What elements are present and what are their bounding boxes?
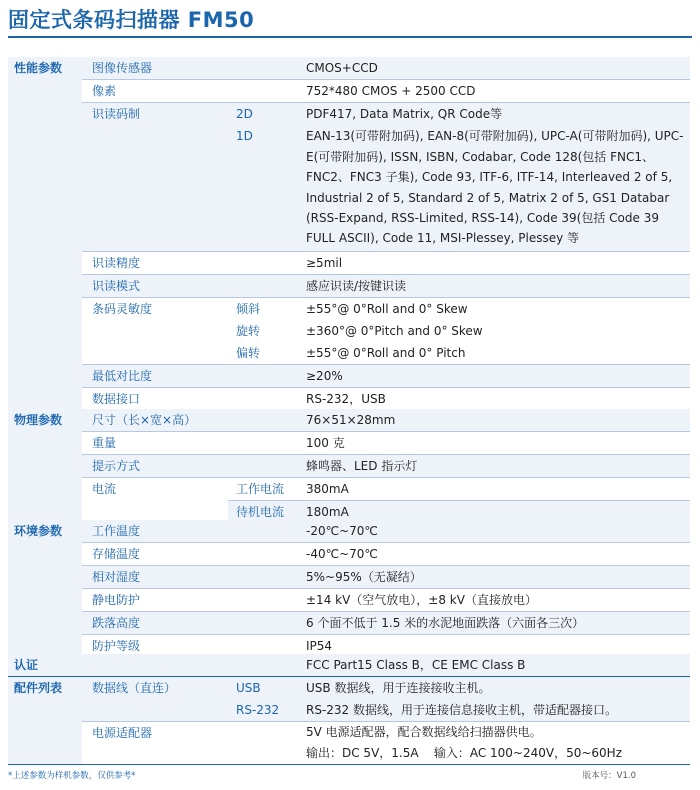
row-value: 76×51×28mm: [302, 409, 690, 432]
row-label: 提示方式: [82, 455, 228, 478]
row-sub: [228, 365, 302, 388]
table-row: [8, 677, 690, 699]
row-label: 条码灵敏度: [82, 297, 228, 364]
row-value: 6 个面不低于 1.5 米的水泥地面跌落（六面各三次）: [302, 612, 690, 635]
row-sub: [228, 520, 302, 543]
spec-table-certification: [8, 654, 690, 677]
row-sub: [228, 455, 302, 478]
section-performance: 性能参数: [8, 57, 82, 411]
row-value: 752*480 CMOS + 2500 CCD: [302, 80, 690, 103]
row-value: 380mA: [302, 478, 690, 501]
row-value: EAN-13(可带附加码), EAN-8(可带附加码), UPC-A(可带附加码), UPC-E(可带附加码), ISSN, ISBN, Codabar, Code 128(包括 FNC1、FNC2、FNC3 子集), Code 93, ITF-6, ITF-14, Interleaved 2 of 5, Industrial 2 of 5, Standard 2 of 5, Matrix 2 of 5, GS1 Databar (RSS-Expand, RSS-Limited, RSS-14), Code 39(包括 Code 39 FULL ASCII), Code 11, MSI-Plessey, Plessey 等: [302, 125, 690, 251]
row-sub: 2D: [228, 103, 302, 126]
row-sub: 1D: [228, 125, 302, 251]
row-value: 180mA: [302, 501, 690, 524]
row-sub: [228, 589, 302, 612]
row-label: 跌落高度: [82, 612, 228, 635]
row-value: [302, 722, 690, 765]
row-label: 防护等级: [82, 635, 228, 658]
row-value: ±55°@ 0°Roll and 0° Pitch: [306, 346, 466, 361]
table-row: [8, 722, 690, 765]
version-label: 版本号：V1.0: [582, 771, 636, 781]
row-label: 识读模式: [82, 274, 228, 297]
row-value: ±55°@ 0°Roll and 0° Skew: [302, 297, 690, 320]
row-sub: [228, 722, 302, 765]
table-row: [8, 566, 690, 589]
row-value: -20℃~70℃: [302, 520, 690, 543]
adapter-line-1: 5V 电源适配器，配合数据线给扫描器供电。: [306, 725, 542, 740]
table-row: [8, 455, 690, 478]
row-label: 图像传感器: [82, 57, 228, 80]
row-label: 数据线（直连）: [82, 677, 228, 722]
row-sub: 工作电流: [228, 478, 302, 501]
row-label: 静电防护: [82, 589, 228, 612]
table-row: [8, 520, 690, 543]
row-label: 电流: [82, 478, 228, 524]
row-sub: [228, 57, 302, 80]
title-underline: [8, 36, 692, 38]
row-value: ±360°@ 0°Pitch and 0° Skew: [306, 324, 483, 338]
table-row: [8, 432, 690, 455]
section-physical: 物理参数: [8, 409, 82, 524]
table-row: [8, 543, 690, 566]
row-label: [82, 654, 228, 677]
row-sub: USB: [228, 677, 302, 699]
row-sub: [228, 251, 302, 274]
row-sub: 旋转: [236, 324, 261, 338]
table-row: [8, 388, 690, 411]
row-label: 相对湿度: [82, 566, 228, 589]
table-row: [8, 80, 690, 103]
row-value: 5%~95%（无凝结）: [302, 566, 690, 589]
row-sub: 待机电流: [228, 501, 302, 524]
row-sub: [228, 80, 302, 103]
table-row: [8, 297, 690, 320]
adapter-line-2: 输出：DC 5V，1.5A 输入：AC 100~240V，50~60Hz: [306, 746, 623, 761]
row-sub: [228, 432, 302, 455]
spec-table: [8, 57, 690, 411]
row-value: 感应识读/按键识读: [302, 274, 690, 297]
spec-table-environment: [8, 520, 690, 659]
row-value: RS-232，USB: [302, 388, 690, 411]
table-row: [8, 365, 690, 388]
table-row: [8, 103, 690, 126]
page-title: 固定式条码扫描器 FM50: [8, 8, 255, 32]
section-environment: 环境参数: [8, 520, 82, 658]
table-row: [8, 57, 690, 80]
row-sub: [228, 409, 302, 432]
row-label: 工作温度: [82, 520, 228, 543]
section-accessories: 配件列表: [8, 677, 82, 765]
row-sub: [228, 566, 302, 589]
row-label: 最低对比度: [82, 365, 228, 388]
row-label: 像素: [82, 80, 228, 103]
spec-table-physical: [8, 409, 690, 524]
spec-table-accessories: [8, 677, 690, 765]
row-sub: [228, 654, 302, 677]
row-value: ≥20%: [302, 365, 690, 388]
row-label: 电源适配器: [82, 722, 228, 765]
row-value: IP54: [302, 635, 690, 658]
row-value: USB 数据线，用于连接接收主机。: [302, 677, 690, 699]
table-row: [8, 478, 690, 501]
row-value: RS-232 数据线，用于连接信息接收主机，带适配器接口。: [302, 699, 690, 722]
table-row: [8, 274, 690, 297]
row-value: PDF417, Data Matrix, QR Code等: [302, 103, 690, 126]
row-label: 尺寸（长×宽×高）: [82, 409, 228, 432]
table-row: [8, 409, 690, 432]
row-label: 重量: [82, 432, 228, 455]
row-value: 蜂鸣器、LED 指示灯: [302, 455, 690, 478]
row-value: ≥5mil: [302, 251, 690, 274]
section-certification: 认证: [8, 654, 82, 677]
row-value: ±14 kV（空气放电），±8 kV（直接放电）: [302, 589, 690, 612]
row-sub: [228, 612, 302, 635]
row-value: CMOS+CCD: [302, 57, 690, 80]
row-label: 识读码制: [82, 103, 228, 252]
row-sub: 偏转: [236, 346, 261, 361]
row-value: 100 克: [302, 432, 690, 455]
table-row: [8, 589, 690, 612]
row-sub: [228, 388, 302, 411]
row-label: 存储温度: [82, 543, 228, 566]
row-sub: 倾斜: [228, 297, 302, 320]
table-row: [8, 251, 690, 274]
row-sub: [228, 543, 302, 566]
row-sub: RS-232: [228, 699, 302, 722]
footnote: *上述参数为样机参数，仅供参考*: [8, 771, 136, 781]
row-value: FCC Part15 Class B，CE EMC Class B: [302, 654, 690, 677]
row-label: 数据接口: [82, 388, 228, 411]
row-sub: [228, 274, 302, 297]
row-value: -40℃~70℃: [302, 543, 690, 566]
table-row: [8, 654, 690, 677]
table-row: [8, 612, 690, 635]
row-label: 识读精度: [82, 251, 228, 274]
